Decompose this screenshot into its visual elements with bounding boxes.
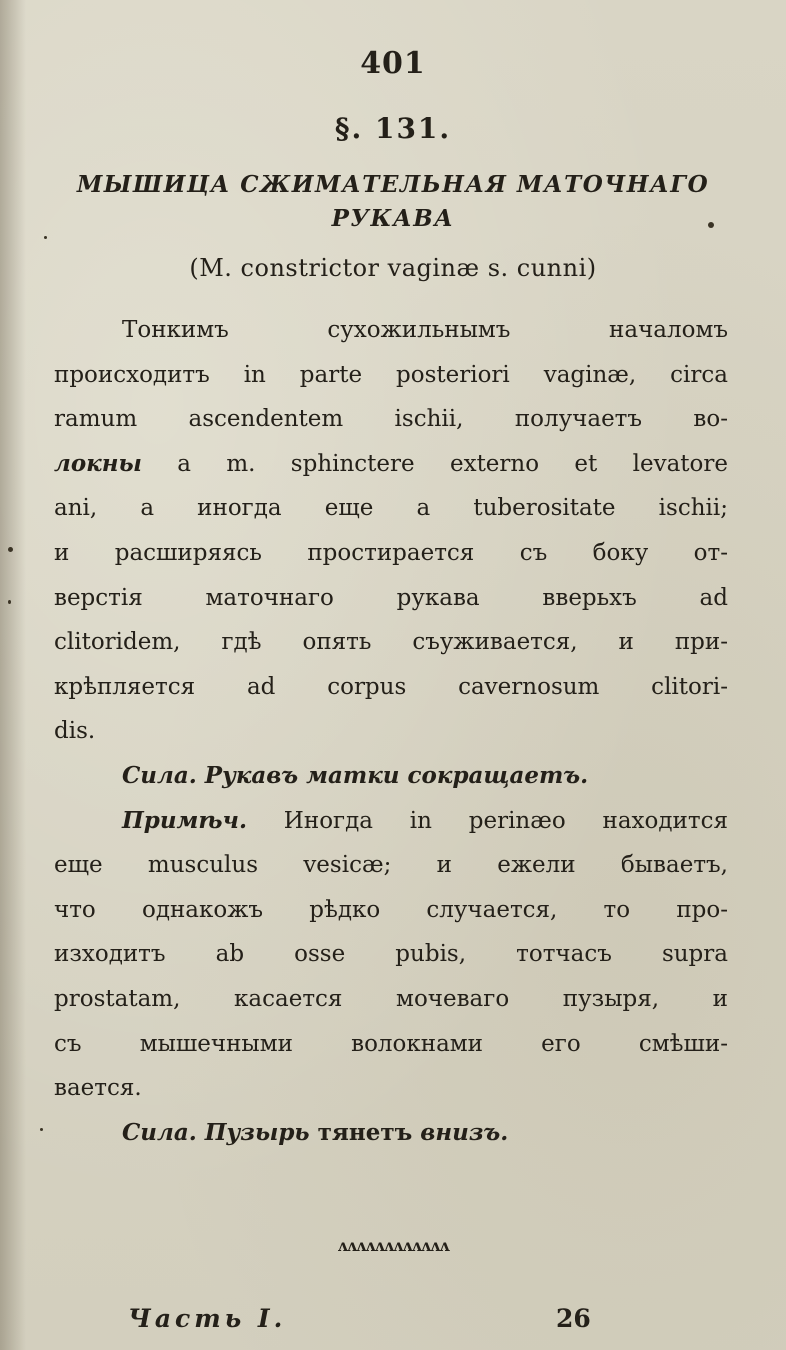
- body-line-text: a m. sphinctere externo et levatore: [141, 450, 728, 477]
- latin-title: (M. constrictor vaginæ s. cunni): [189, 254, 597, 282]
- ornament-divider: ᴧᴧᴧᴧᴧᴧᴧᴧᴧᴧᴧᴧ: [337, 1236, 449, 1255]
- paper-speck: [40, 1128, 43, 1131]
- body-line: [54, 1066, 728, 1111]
- body-line-text: изходитъ ab osse pubis, тотчасъ supra: [54, 941, 728, 968]
- body-line-text: вается.: [54, 1075, 142, 1102]
- body-line-text: крѣпляется ad corpus cavernosum clitori-: [54, 673, 728, 700]
- body-line-text: dis.: [54, 718, 96, 745]
- body-line: [54, 665, 728, 710]
- body-line: [54, 799, 728, 844]
- body-line-text: Иногда in perinæo находится: [247, 807, 728, 834]
- paper-speck: [8, 600, 11, 604]
- body-line-italic: внизъ.: [420, 1118, 509, 1146]
- body-line-text: происходитъ in parte posteriori vaginæ, circa: [54, 361, 728, 388]
- section-number: §. 131.: [334, 112, 452, 145]
- body-line-italic: локны: [54, 449, 142, 477]
- body-line-text: prostatam, касается мочеваго пузыря, и: [54, 985, 728, 1012]
- paper-speck: [44, 236, 47, 239]
- body-line: [54, 397, 728, 442]
- body-line: [54, 442, 728, 487]
- heading-line-2: РУКАВА: [331, 205, 455, 232]
- body-line-text: что однакожъ рѣдко случается, то про-: [54, 896, 728, 923]
- body-line: [54, 308, 728, 353]
- body-line-italic: Сила. Пузырь: [122, 1118, 310, 1146]
- body-line-text: Тонкимъ сухожильнымъ началомъ: [122, 317, 728, 343]
- body-line: [54, 531, 728, 576]
- page-edge-shadow: [0, 0, 26, 1350]
- body-line: [54, 576, 728, 621]
- body-text: [54, 308, 728, 1155]
- body-line: [54, 888, 728, 933]
- body-line: [54, 977, 728, 1022]
- page-number: 401: [360, 46, 426, 81]
- body-line-text: тянетъ: [309, 1118, 421, 1146]
- body-line-text: съ мышечными волокнами его смѣши-: [54, 1030, 728, 1057]
- body-line-text: верстія маточнаго рукава вверьхъ ad: [54, 584, 728, 611]
- heading-line-1: МЫШИЦА СЖИМАТЕЛЬНАЯ МАТОЧНАГО: [76, 171, 710, 198]
- body-line-text: еще musculus vesicæ; и ежели бываетъ,: [54, 852, 728, 879]
- body-line: [54, 843, 728, 888]
- body-line: [54, 620, 728, 665]
- body-line-text: и расширяясь простирается съ боку от-: [54, 539, 728, 566]
- body-line: [54, 1022, 728, 1067]
- signature-part: Часть I.: [128, 1304, 287, 1333]
- section-heading: [60, 168, 726, 236]
- body-line-text: ramum ascendentem ischii, получаетъ во-: [54, 406, 728, 433]
- body-line-function: [54, 754, 728, 799]
- body-line: [54, 709, 728, 754]
- body-line-italic: Примѣч.: [122, 806, 247, 834]
- body-line: [54, 932, 728, 977]
- body-line-text: clitoridem, гдѣ опять съуживается, и при-: [54, 629, 728, 656]
- body-line: [54, 353, 728, 398]
- paper-speck: [708, 222, 714, 228]
- paper-speck: [8, 547, 13, 552]
- body-line-text: Сила. Рукавъ матки сокращаетъ.: [122, 761, 589, 789]
- body-line-function: [54, 1111, 728, 1156]
- body-line-text: ani, а иногда еще а tuberositate ischii;: [54, 495, 728, 522]
- body-line: [54, 486, 728, 531]
- signature-mark: 26: [556, 1304, 591, 1333]
